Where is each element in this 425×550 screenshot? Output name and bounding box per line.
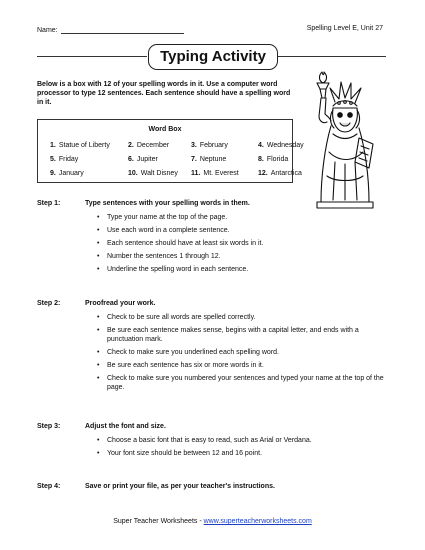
word-item: 10. Walt Disney bbox=[128, 170, 178, 177]
word-item: 3. February bbox=[191, 142, 228, 149]
step-1-heading: Type sentences with your spelling words in them. bbox=[85, 200, 250, 207]
list-item: • Choose a basic font that is easy to read, such as Arial or Verdana. bbox=[97, 436, 387, 445]
statue-of-liberty-illustration bbox=[305, 66, 385, 212]
intro-text: Below is a box with 12 of your spelling words in it. Use a computer word processor to type 12 sentences. Each sentence should have a spelling word in it. bbox=[37, 81, 291, 106]
word-item: 6. Jupiter bbox=[128, 156, 158, 163]
step-1-bullets bbox=[97, 213, 387, 278]
word-item: 9. January bbox=[50, 170, 84, 177]
list-item: • Be sure each sentence has six or more words in it. bbox=[97, 361, 387, 370]
step-3-bullets bbox=[97, 436, 387, 462]
list-item: • Check to be sure all words are spelled correctly. bbox=[97, 313, 387, 322]
word-box bbox=[37, 119, 304, 183]
word-item: 8. Florida bbox=[258, 156, 289, 163]
name-label: Name: bbox=[37, 27, 58, 34]
step-2-label: Step 2: bbox=[37, 300, 61, 307]
list-item: • Your font size should be between 12 and 16 point. bbox=[97, 449, 387, 458]
step-1-label: Step 1: bbox=[37, 200, 61, 207]
word-item: 12. Antarctica bbox=[258, 170, 302, 177]
page-title: Typing Activity bbox=[148, 44, 278, 70]
word-box-title: Word Box bbox=[148, 126, 182, 133]
title-rule-left bbox=[37, 56, 147, 57]
footer-text: Super Teacher Worksheets - bbox=[113, 518, 204, 525]
name-blank-line[interactable] bbox=[61, 25, 184, 34]
step-3-label: Step 3: bbox=[37, 423, 61, 430]
step-4-heading: Save or print your file, as per your teacher's instructions. bbox=[85, 483, 275, 490]
list-item: • Use each word in a complete sentence. bbox=[97, 226, 387, 235]
footer-link[interactable]: www.superteacherworksheets.com bbox=[203, 518, 312, 525]
title-rule-right bbox=[278, 56, 386, 57]
name-field[interactable] bbox=[37, 25, 184, 34]
list-item: • Underline the spelling word in each sentence. bbox=[97, 265, 387, 274]
list-item: • Be sure each sentence makes sense, begins with a capital letter, and ends with a punctuation mark. bbox=[97, 326, 387, 344]
step-3-heading: Adjust the font and size. bbox=[85, 423, 166, 430]
step-2-bullets bbox=[97, 313, 387, 396]
list-item: • Check to make sure you numbered your sentences and typed your name at the top of the page. bbox=[97, 374, 387, 392]
page-header bbox=[37, 25, 383, 37]
list-item: • Type your name at the top of the page. bbox=[97, 213, 387, 222]
spelling-level: Spelling Level E, Unit 27 bbox=[306, 25, 383, 32]
word-item: 11. Mt. Everest bbox=[191, 170, 239, 177]
step-2-heading: Proofread your work. bbox=[85, 300, 156, 307]
word-item: 7. Neptune bbox=[191, 156, 227, 163]
step-4-label: Step 4: bbox=[37, 483, 61, 490]
word-item: 2. December bbox=[128, 142, 170, 149]
word-item: 1. Statue of Liberty bbox=[50, 142, 110, 149]
word-item: 5. Friday bbox=[50, 156, 79, 163]
list-item: • Number the sentences 1 through 12. bbox=[97, 252, 387, 261]
list-item: • Check to make sure you underlined each spelling word. bbox=[97, 348, 387, 357]
page-footer bbox=[0, 518, 425, 525]
list-item: • Each sentence should have at least six words in it. bbox=[97, 239, 387, 248]
word-item: 4. Wednesday bbox=[258, 142, 304, 149]
